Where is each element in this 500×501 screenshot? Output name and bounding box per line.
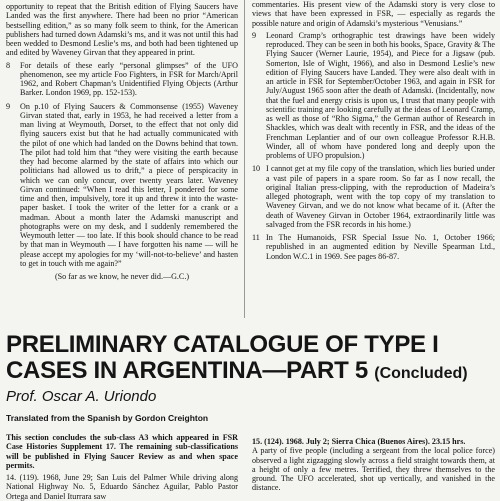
footnote-number: 9 [252, 30, 257, 40]
right-continuation-paragraph: commentaries. His present view of the Adamski story is very close to views that have been expressed in FSR, — especially as regards the possible nature and origin of Adamski’s mysterious “Venusians.” [252, 0, 495, 28]
footnote-text: On p.10 of Flying Saucers & Commonsense (1955) Waveney Girvan stated that, early in 1953, he had received a letter from a man living at Weymouth, Dorset, to the effect that not only did flying saucers exist but that he had actually communicated with the pilot of one which had landed on the Downs behind that town. The pilot had told him that “they were visiting the earth because they had become alarmed by the state of affairs into which our politicians had allowed us to drift,” a piece of perspicacity in which we can only concur, over twenty years later. Waveney Girvan continued: “When I read this letter, I pondered for some time and then, impulsively, tore it up and threw it into the waste-paper basket. I took the writer of the letter for a crank or a madman. About a month later the Adamski manuscript and photographs were on my desk, and I suddenly remembered the Weymouth letter — too late. If this book should chance to be read by that man in Weymouth — I have forgotten his name — will he please accept my apologies for my ‘will-not-to-believe’ and hasten to get in touch with me again?” [20, 101, 238, 268]
footnote-11 [252, 233, 495, 261]
footnote-text: In The Humanoids, FSR Special Issue No. 1, October 1966; republished in an augmented edition by Neville Spearman Ltd., London W.C.1 in 1969. See pages 86-87. [266, 233, 495, 261]
editor-signoff: (So far as we know, he never did.—G.C.) [54, 272, 190, 281]
footnote-number: 11 [252, 233, 260, 242]
footnote-number: 8 [6, 60, 11, 70]
column-divider [244, 0, 245, 318]
article-author: Prof. Oscar A. Uriondo [6, 388, 157, 405]
footnote-10 [252, 164, 495, 229]
left-continuation-paragraph: opportunity to repeat that the British edition of Flying Saucers have Landed was the first anywhere. There had been no prior “American bestselling edition,” as so many folk seem to think, for the American publishers had turned down Adamski’s ms, and it was not until this had been wedded to Desmond Leslie’s ms, and both had been tightened up and edited by Waveney Girvan that they appeared in print. [6, 2, 238, 58]
title-line-1: PRELIMINARY CATALOGUE OF TYPE I [6, 331, 439, 358]
footnote-text: For details of these early “personal glimpses” of the UFO phenomenon, see my article Foo Fighters, in FSR for March/April 1962, and Robert Chapman’s Unidentified Flying Objects (Arthur Barker. London 1969, pp. 152-153). [20, 60, 238, 98]
footnote-number: 9 [6, 101, 11, 111]
footnote-8 [6, 61, 238, 98]
article-translator: Translated from the Spanish by Gordon Creighton [6, 413, 209, 423]
left-column [6, 2, 238, 284]
title-suffix: (Concluded) [374, 365, 468, 382]
footnote-text: Leonard Cramp’s orthographic test drawings have been widely reproduced. They can be seen in both his books, Space, Gravity & The Flying Saucer (Werner Laurie, 1954), and Piece for a Jigsaw (pub. Somerton, Isle of Wight, 1966), and also in Desmond Leslie’s new edition of Flying Saucers have Landed. They were also dealt with in an article in FSR for September/October 1963, and again in FSR for July/August 1965 soon after the death of Adamski. (Incidentally, now that the fuel and energy crisis is upon us, I trust that many people with scientific training are looking carefully at the ideas of Leonard Cramp, as well as those of “Rho Sigma,” the German author of Research in Shackles, which was dealt with recently in FSR, and the ideas of the Frenchman Leplantier and of our own colleague Professor R.H.B. Winder, all of whom have pondered long and deeply upon the problems of UFO propulsion.) [266, 30, 495, 160]
footnote-text: I cannot get at my file copy of the translation, which lies buried under a vast pile of papers in a spare room. So far as I now recall, the original Italian press-clipping, with the reproduction of Madeira’s alleged photograph, went with the top copy of my translation to Waveney Girvan, and we do not know what became of it. (After the death of Waveney Girvan in October 1964, extraordinarily little was salvaged from the FSR records in his home.) [266, 164, 495, 229]
article-title [6, 332, 496, 387]
footnote-number: 10 [252, 164, 261, 174]
title-line-2: CASES IN ARGENTINA—PART 5 [6, 357, 368, 384]
right-column [252, 0, 495, 265]
case-15-heading: 15. (124). 1968. July 2; Sierra Chica (Buenos Aires). 23.15 hrs. [252, 437, 466, 446]
case-15-text: A party of five people (including a sergeant from the local police force) observed a light zigzagging slowly across a field straight towards them, at a height of only a few metres. Terrified, they threw themselves to the ground. The UFO accelerated, shot up vertically, and vanished in the distance. [252, 446, 495, 493]
footnote-9-left [6, 102, 238, 269]
case-14-paragraph: 14. (119). 1968, June 29; San Luis del Palmer While driving along National Highway No. 5, Eduardo Sánchez Aguilar, Pablo Pastor Ortega and Daniel Iturrara saw [6, 473, 238, 501]
case-15 [252, 437, 495, 493]
article-intro: This section concludes the sub-class A3 which appeared in FSR Case Histories Supplement 17. The remaining sub-classifications will be published in Flying Saucer Review as and when space permits. [6, 433, 238, 470]
footnote-9-right [252, 31, 495, 161]
